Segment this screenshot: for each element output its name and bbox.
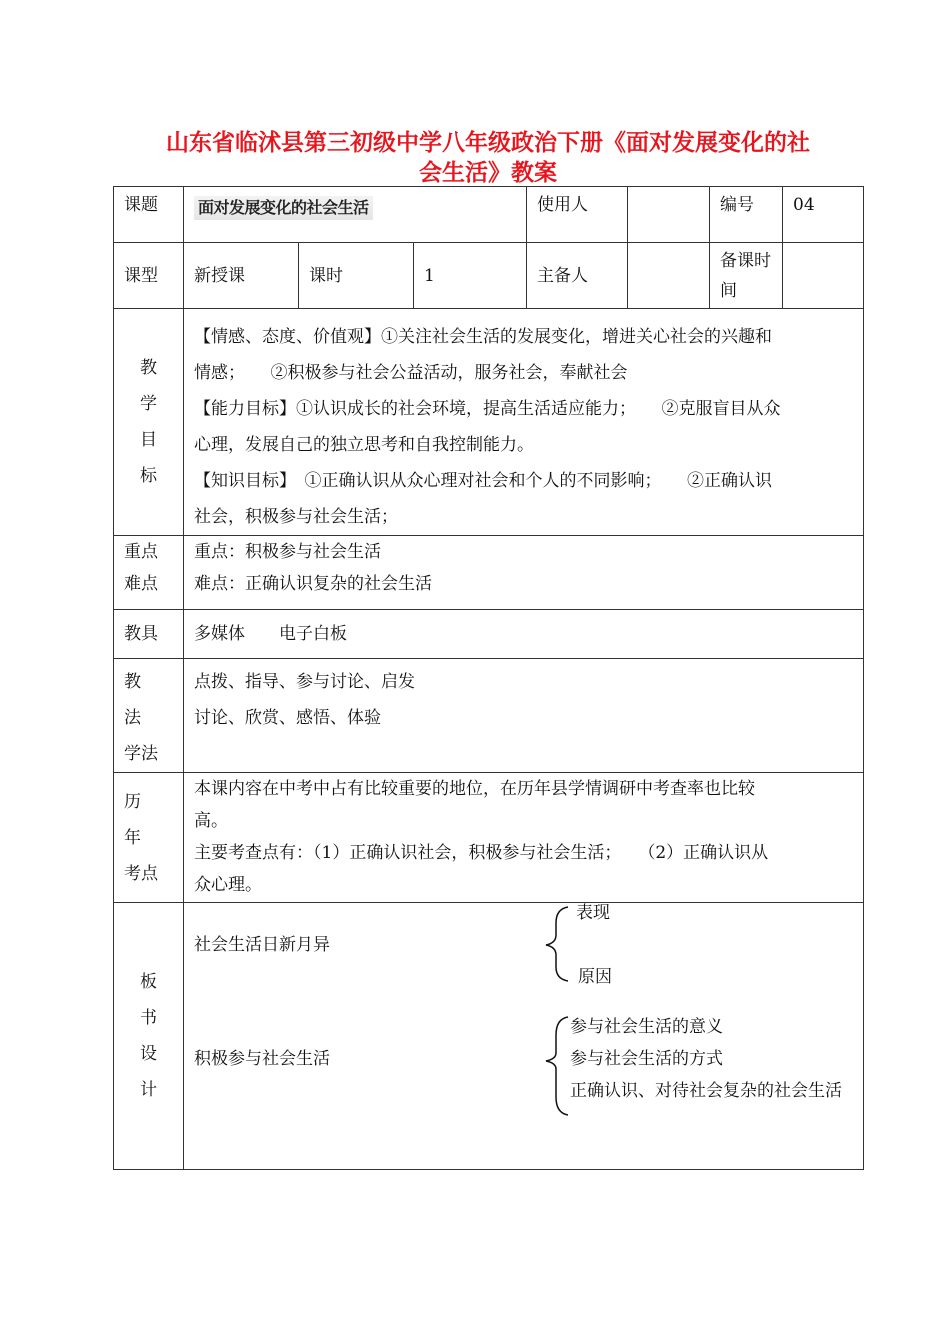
key-point-line: 重点：积极参与社会生活 — [194, 542, 381, 562]
topic-label: 课题 — [114, 187, 184, 243]
key-point-line: 难点：正确认识复杂的社会生活 — [194, 574, 432, 594]
row-exam — [114, 773, 864, 903]
objective-line: 社会，积极参与社会生活； — [194, 507, 398, 527]
prep-time-value[interactable] — [783, 243, 864, 309]
objective-line: 心理，发展自己的独立思考和自我控制能力。 — [194, 435, 534, 455]
board-group-2-head: 积极参与社会生活 — [194, 1049, 330, 1069]
board-group-2-item: 参与社会生活的意义 — [570, 1017, 723, 1037]
row-methods — [114, 659, 864, 773]
tools-value: 多媒体 电子白板 — [184, 610, 864, 659]
row-topic — [114, 187, 864, 243]
board-design — [184, 903, 864, 1170]
method-line: 点拨、指导、参与讨论、启发 — [194, 672, 415, 692]
board-group-2-item: 参与社会生活的方式 — [570, 1049, 723, 1069]
row-objectives — [114, 309, 864, 536]
topic-value-cell — [184, 187, 527, 243]
hours-label: 课时 — [299, 243, 414, 309]
user-label: 使用人 — [527, 187, 628, 243]
objective-line: 【知识目标】 ①正确认识从众心理对社会和个人的不同影响； ②正确认识 — [194, 471, 772, 491]
type-value: 新授课 — [184, 243, 299, 309]
title-line-1: 山东省临沭县第三初级中学八年级政治下册《面对发展变化的社 — [166, 129, 810, 156]
row-key-points — [114, 536, 864, 610]
objective-line: 情感； ②积极参与社会公益活动，服务社会，奉献社会 — [194, 363, 628, 383]
topic-value: 面对发展变化的社会生活 — [194, 196, 373, 220]
type-label: 课型 — [114, 243, 184, 309]
number-value: 04 — [783, 187, 864, 243]
row-type — [114, 243, 864, 309]
exam-content — [184, 773, 864, 903]
objective-line: 【能力目标】①认识成长的社会环境，提高生活适应能力； ②克服盲目从众 — [194, 399, 781, 419]
board-group-1-head: 社会生活日新月异 — [194, 935, 330, 955]
method-line: 讨论、欣赏、感悟、体验 — [194, 708, 381, 728]
prep-time-label: 备课时间 — [710, 243, 783, 309]
tools-label: 教具 — [114, 610, 184, 659]
key-points-label: 重点 难点 — [114, 536, 184, 610]
hours-value: 1 — [414, 243, 527, 309]
row-board — [114, 903, 864, 1170]
board-group-1-item: 表现 — [576, 903, 610, 923]
row-tools — [114, 610, 864, 659]
objective-line: 【情感、态度、价值观】①关注社会生活的发展变化，增进关心社会的兴趣和 — [194, 327, 772, 347]
key-points-content — [184, 536, 864, 610]
exam-label: 历 年 考点 — [114, 773, 184, 903]
document-title — [113, 128, 863, 188]
methods-content — [184, 659, 864, 773]
preparer-label: 主备人 — [527, 243, 628, 309]
board-group-2-item: 正确认识、对待社会复杂的社会生活 — [570, 1081, 842, 1101]
preparer-value[interactable] — [628, 243, 710, 309]
title-line-2: 会生活》教案 — [419, 159, 557, 186]
lesson-plan-table — [113, 186, 864, 1170]
exam-line: 高。 — [194, 811, 228, 831]
number-label: 编号 — [710, 187, 783, 243]
exam-line: 众心理。 — [194, 875, 262, 895]
user-value[interactable] — [628, 187, 710, 243]
exam-line: 主要考查点有：（1）正确认识社会，积极参与社会生活； （2）正确认识从 — [194, 843, 769, 863]
methods-label: 教 法 学法 — [114, 659, 184, 773]
board-label: 板 书 设 计 — [114, 903, 184, 1170]
board-group-1-item: 原因 — [578, 967, 612, 987]
objectives-content — [184, 309, 864, 536]
brace-left-icon — [546, 907, 568, 981]
brace-left-icon — [546, 1017, 568, 1115]
objectives-label: 教 学 目 标 — [114, 309, 184, 536]
exam-line: 本课内容在中考中占有比较重要的地位，在历年县学情调研中考查率也比较 — [194, 779, 755, 799]
